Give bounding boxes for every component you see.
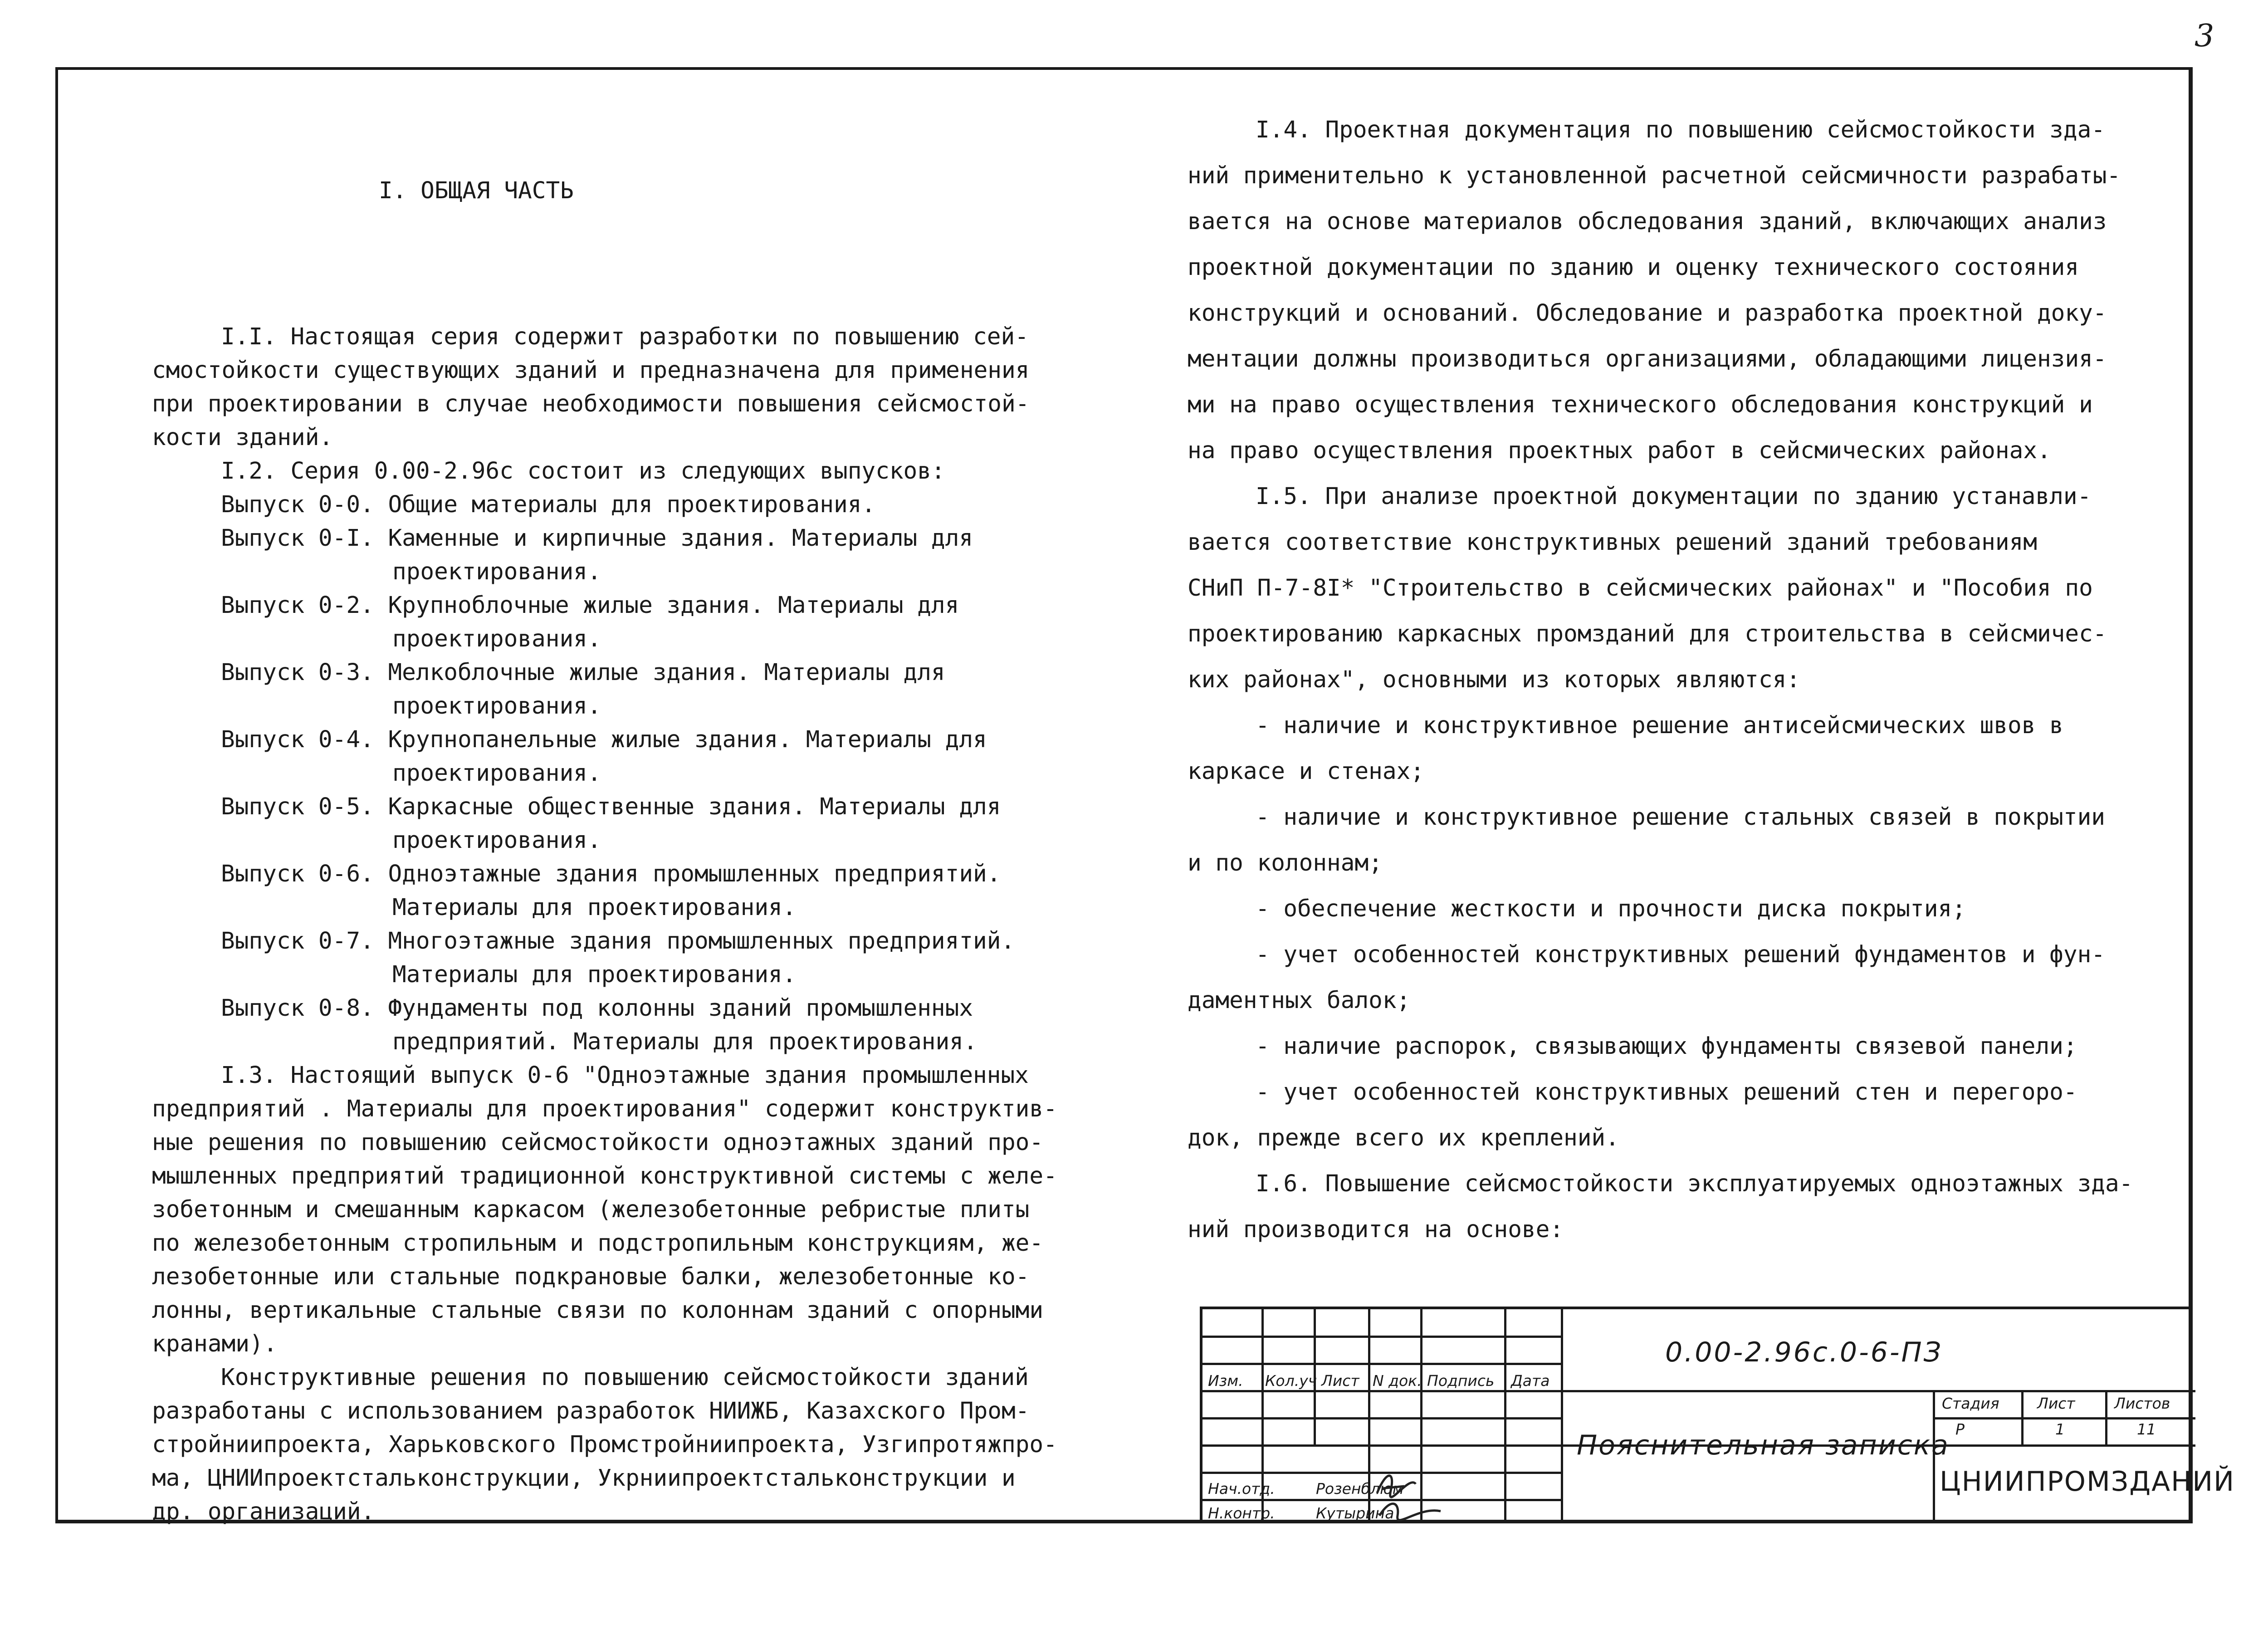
sheet-header: Лист: [2037, 1395, 2075, 1412]
right-text-line: I.5. При анализе проектной документации по зданию устанавли-: [1256, 483, 2092, 510]
left-text-line: Материалы для проектирования.: [392, 961, 797, 988]
right-text-line: вается соответствие конструктивных решений зданий требованиям: [1188, 529, 2037, 556]
left-text-line: мышленных предприятий традиционной конструктивной системы с желе-: [152, 1163, 1057, 1189]
title-block: [1200, 1307, 2235, 1523]
left-text-line: др. организаций.: [152, 1498, 375, 1525]
right-text-line: и по колоннам;: [1188, 850, 1383, 876]
right-text-line: СНиП П-7-8I* "Строительство в сейсмических районах" и "Пособия по: [1188, 575, 2093, 602]
right-text-line: проектной документации по зданию и оценку технического состояния: [1188, 254, 2079, 281]
right-text-line: - наличие распорок, связывающих фундаменты связевой панели;: [1256, 1033, 2077, 1060]
right-text-line: - наличие и конструктивное решение стальных связей в покрытии: [1256, 804, 2105, 831]
left-text-line: Выпуск 0-5. Каркасные общественные здания. Материалы для: [221, 793, 1001, 820]
right-text-line: - учет особенностей конструктивных решений фундаментов и фун-: [1256, 941, 2105, 968]
role-head-department: Нач.отд.: [1208, 1480, 1275, 1498]
left-text-line: Выпуск 0-3. Мелкоблочные жилые здания. Материалы для: [221, 659, 945, 686]
left-text-line: I.3. Настоящий выпуск 0-6 "Одноэтажные здания промышленных: [221, 1062, 1029, 1089]
left-text-column: [152, 107, 1105, 1529]
col-header-koluch: Кол.уч: [1265, 1372, 1317, 1390]
name-norm-control: Кутырина: [1316, 1504, 1394, 1522]
right-text-line: ких районах", основными из которых являются:: [1188, 666, 1801, 693]
col-header-podpis: Подпись: [1427, 1372, 1495, 1390]
left-text-line: кости зданий.: [152, 424, 333, 451]
stage-header: Стадия: [1942, 1395, 1999, 1412]
left-text-line: I.2. Серия 0.00-2.96с состоит из следующих выпусков:: [221, 458, 945, 485]
left-text-line: проектирования.: [392, 760, 601, 787]
left-text-line: при проектировании в случае необходимости повышения сейсмостой-: [152, 391, 1030, 417]
document-designation: 0.00-2.96с.0-6-ПЗ: [1665, 1336, 1943, 1368]
right-text-line: конструкций и оснований. Обследование и разработка проектной доку-: [1188, 300, 2107, 327]
col-header-list: Лист: [1321, 1372, 1359, 1390]
col-header-izm: Изм.: [1208, 1372, 1243, 1390]
signature-mark: [1373, 1466, 1454, 1522]
left-text-line: предприятий . Материалы для проектирования" содержит конструктив-: [152, 1096, 1057, 1122]
left-text-line: Выпуск 0-0. Общие материалы для проектирования.: [221, 491, 876, 518]
right-text-line: проектированию каркасных промзданий для строительства в сейсмичес-: [1188, 621, 2107, 647]
sheet-value: 1: [2055, 1420, 2065, 1438]
page-number: 3: [2195, 18, 2214, 54]
col-header-data: Дата: [1511, 1372, 1550, 1390]
right-text-line: даментных балок;: [1188, 987, 1411, 1014]
right-text-line: ний производится на основе:: [1188, 1216, 1564, 1243]
left-text-line: лонны, вертикальные стальные связи по колоннам зданий с опорными: [152, 1297, 1044, 1324]
left-text-line: I.I. Настоящая серия содержит разработки по повышению сей-: [221, 323, 1029, 350]
left-text-line: смостойкости существующих зданий и предназначена для применения: [152, 357, 1030, 384]
left-text-line: зобетонным и смешанным каркасом (железобетонные ребристые плиты: [152, 1196, 1030, 1223]
right-text-line: - обеспечение жесткости и прочности диска покрытия;: [1256, 896, 1966, 922]
left-text-line: Выпуск 0-I. Каменные и кирпичные здания. Материалы для: [221, 525, 973, 552]
left-text-line: Материалы для проектирования.: [392, 894, 797, 921]
col-header-ndok: N док.: [1373, 1372, 1422, 1390]
left-text-line: проектирования.: [392, 558, 601, 585]
left-text-line: ма, ЦНИИпроектстальконструкции, Укрниипроектстальконструкции и: [152, 1465, 1016, 1492]
role-norm-control: Н.контр.: [1208, 1504, 1275, 1522]
left-text-line: Выпуск 0-7. Многоэтажные здания промышленных предприятий.: [221, 928, 1015, 954]
right-text-line: на право осуществления проектных работ в сейсмических районах.: [1188, 437, 2051, 464]
left-text-line: по железобетонным стропильным и подстропильным конструкциям, же-: [152, 1230, 1044, 1257]
left-text-line: проектирования.: [392, 626, 601, 652]
left-text-line: кранами).: [152, 1331, 278, 1357]
left-text-line: Выпуск 0-4. Крупнопанельные жилые здания. Материалы для: [221, 726, 987, 753]
left-text-line: проектирования.: [392, 693, 601, 720]
left-text-line: Выпуск 0-6. Одноэтажные здания промышленных предприятий.: [221, 861, 1001, 887]
stage-value: Р: [1955, 1420, 1965, 1438]
right-text-line: ментации должны производиться организациями, обладающими лицензия-: [1188, 346, 2107, 372]
left-text-line: предприятий. Материалы для проектирования.: [392, 1028, 978, 1055]
section-heading: I. ОБЩАЯ ЧАСТЬ: [379, 177, 574, 204]
left-text-line: Конструктивные решения по повышению сейсмостойкости зданий: [221, 1364, 1029, 1391]
right-text-line: I.6. Повышение сейсмостойкости эксплуатируемых одноэтажных зда-: [1256, 1170, 2133, 1197]
left-text-line: ные решения по повышению сейсмостойкости одноэтажных зданий про-: [152, 1129, 1044, 1156]
left-text-line: проектирования.: [392, 827, 601, 854]
left-text-line: Выпуск 0-8. Фундаменты под колонны зданий промышленных: [221, 995, 973, 1022]
right-text-line: ми на право осуществления технического обследования конструкций и: [1188, 392, 2093, 418]
right-text-line: ний применительно к установленной расчетной сейсмичности разрабаты-: [1188, 162, 2121, 189]
right-text-column: [1188, 107, 2158, 1253]
sheets-value: 11: [2137, 1420, 2156, 1438]
right-text-line: I.4. Проектная документация по повышению сейсмостойкости зда-: [1256, 117, 2105, 143]
document-name: Пояснительная записка: [1577, 1429, 1950, 1461]
organization-name: ЦНИИПРОМЗДАНИЙ: [1940, 1466, 2235, 1498]
left-text-line: разработаны с использованием разработок НИИЖБ, Казахского Пром-: [152, 1398, 1030, 1424]
right-text-line: - наличие и конструктивное решение антисейсмических швов в: [1256, 712, 2063, 739]
right-text-line: каркасе и стенах;: [1188, 758, 1424, 785]
sheets-header: Листов: [2114, 1395, 2170, 1412]
right-text-line: - учет особенностей конструктивных решений стен и перегоро-: [1256, 1079, 2077, 1106]
left-text-line: лезобетонные или стальные подкрановые балки, железобетонные ко-: [152, 1263, 1030, 1290]
left-text-line: Выпуск 0-2. Крупноблочные жилые здания. Материалы для: [221, 592, 959, 619]
right-text-line: док, прежде всего их креплений.: [1188, 1125, 1619, 1151]
left-text-line: стройниипроекта, Харьковского Промстройниипроекта, Узгипротяжпро-: [152, 1431, 1057, 1458]
name-head-department: Розенблюм: [1316, 1480, 1404, 1498]
right-text-line: вается на основе материалов обследования зданий, включающих анализ: [1188, 208, 2107, 235]
